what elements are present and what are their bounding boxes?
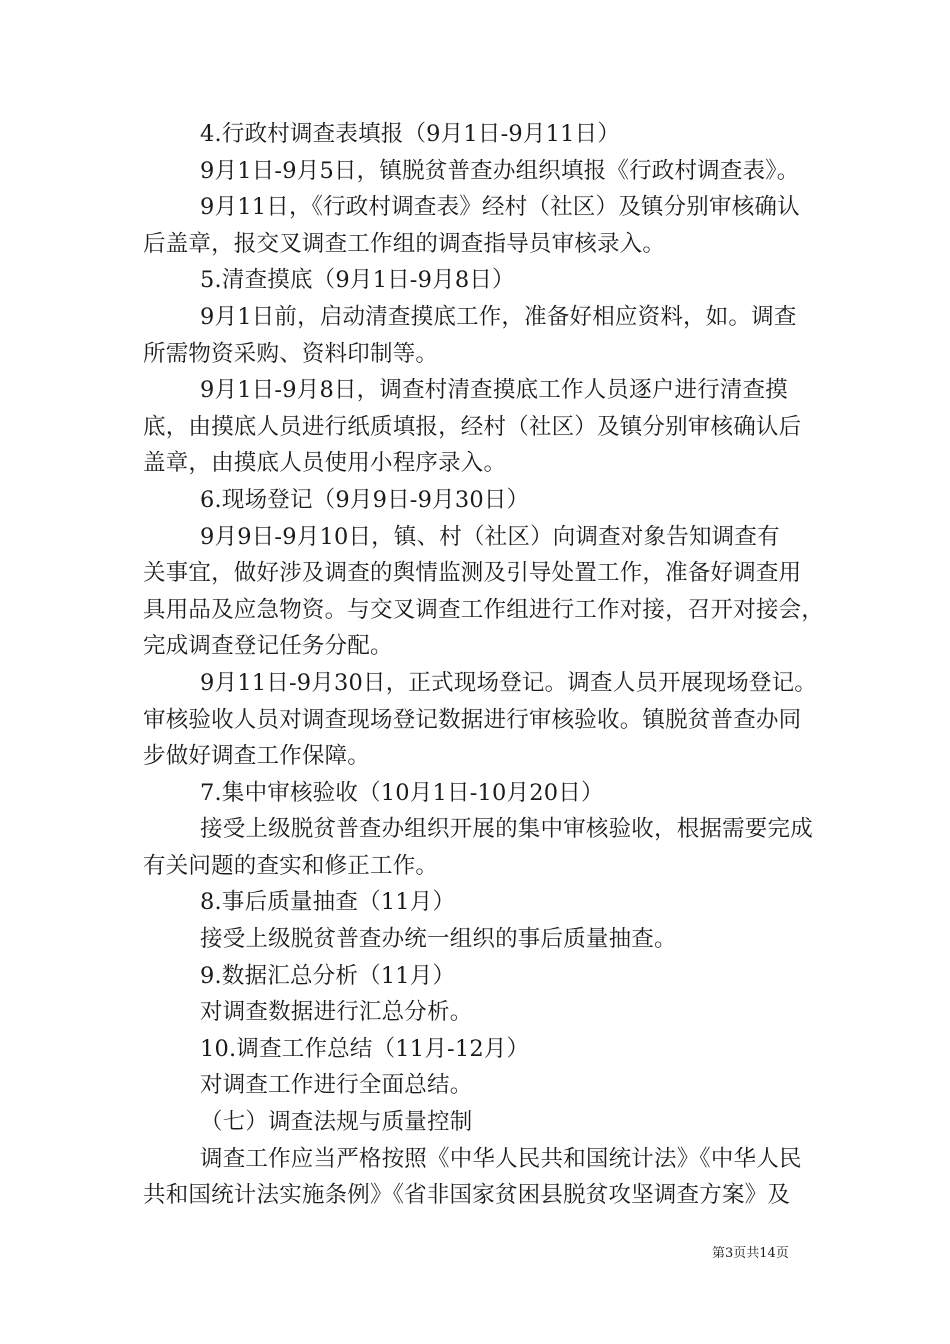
text-line: 关事宜，做好涉及调查的舆情监测及引导处置工作，准备好调查用 (143, 560, 802, 587)
text-line: 9.数据汇总分析（11月） (200, 962, 456, 989)
text-line: 接受上级脱贫普查办统一组织的事后质量抽查。 (200, 926, 677, 953)
text-line: 后盖章，报交叉调查工作组的调查指导员审核录入。 (143, 230, 666, 257)
text-line: 所需物资采购、资料印制等。 (143, 340, 439, 367)
text-line: 4.行政村调查表填报（9月1日-9月11日） (200, 121, 621, 147)
text-line: 步做好调查工作保障。 (143, 743, 371, 770)
text-line: 5.清查摸底（9月1日-9月8日） (200, 267, 515, 294)
document-body (143, 116, 823, 1214)
text-line: 完成调查登记任务分配。 (143, 633, 393, 660)
text-line: 具用品及应急物资。与交叉调查工作组进行工作对接，召开对接会， (143, 596, 825, 623)
text-line: 9月9日-9月10日，镇、村（社区）向调查对象告知调查有 (200, 523, 780, 550)
text-line: 6.现场登记（9月9日-9月30日） (200, 486, 530, 513)
text-line: 9月1日-9月5日，镇脱贫普查办组织填报《行政村调查表》。 (200, 157, 800, 184)
text-line: 9月1日-9月8日，调查村清查摸底工作人员逐户进行清查摸 (200, 377, 788, 404)
text-line: 9月11日-9月30日，正式现场登记。调查人员开展现场登记。 (200, 669, 817, 696)
text-line: 7.集中审核验收（10月1日-10月20日） (200, 779, 604, 806)
text-line: 对调查工作进行全面总结。 (200, 1072, 473, 1099)
text-line: （七）调查法规与质量控制 (200, 1109, 473, 1136)
text-line: 接受上级脱贫普查办组织开展的集中审核验收，根据需要完成 (200, 816, 813, 843)
text-line: 共和国统计法实施条例》《省非国家贫困县脱贫攻坚调查方案》及 (143, 1182, 791, 1209)
page-number-footer: 第3页共14页 (712, 1246, 789, 1261)
text-line: 8.事后质量抽查（11月） (200, 889, 456, 916)
text-line: 9月1日前，启动清查摸底工作，准备好相应资料，如。调查 (200, 303, 797, 330)
text-line: 有关问题的查实和修正工作。 (143, 852, 439, 879)
text-line: 底，由摸底人员进行纸质填报，经村（社区）及镇分别审核确认后 (143, 413, 802, 440)
text-line: 对调查数据进行汇总分析。 (200, 999, 473, 1026)
text-line: 调查工作应当严格按照《中华人民共和国统计法》《中华人民 (200, 1145, 802, 1172)
text-line: 10.调查工作总结（11月-12月） (200, 1035, 530, 1062)
text-line: 9月11日，《行政村调查表》经村（社区）及镇分别审核确认 (200, 194, 800, 221)
text-line: 盖章，由摸底人员使用小程序录入。 (143, 450, 507, 477)
text-line: 审核验收人员对调查现场登记数据进行审核验收。镇脱贫普查办同 (143, 706, 802, 733)
